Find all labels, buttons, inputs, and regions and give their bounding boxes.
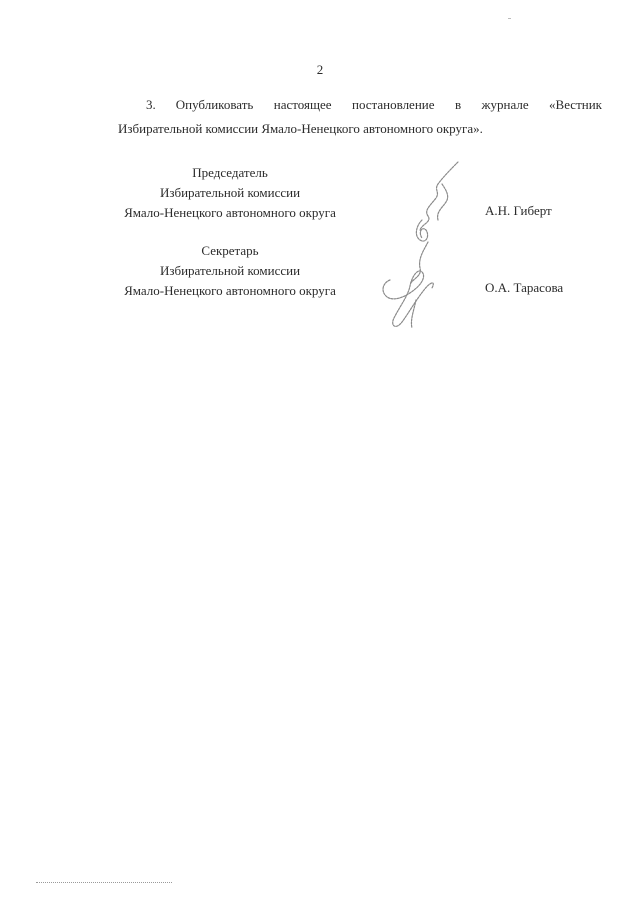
chairman-commission: Избирательной комиссии — [159, 185, 301, 200]
secretary-title-block — [80, 241, 380, 301]
chairman-title-block — [80, 163, 380, 223]
paragraph-line-1 — [118, 93, 602, 117]
resolution-paragraph — [118, 93, 602, 141]
footer-dotted-line — [36, 882, 172, 883]
chairman-title: Председатель — [192, 165, 268, 180]
paragraph-number: 3. — [146, 97, 156, 112]
scan-speck — [508, 18, 511, 19]
secretary-commission: Избирательной комиссии — [159, 263, 301, 278]
paragraph-text-line-1: Опубликовать настоящее постановление в журнале «Вестник — [175, 97, 602, 112]
secretary-name: О.А. Тарасова — [485, 280, 564, 295]
page-number: 2 — [316, 62, 324, 77]
secretary-title: Секретарь — [201, 243, 259, 258]
paragraph-text-line-2: Избирательной комиссии Ямало-Ненецкого автономного округа». — [118, 121, 483, 136]
chairman-name: А.Н. Гиберт — [485, 203, 552, 218]
handwritten-signature — [370, 150, 470, 335]
chairman-region: Ямало-Ненецкого автономного округа — [124, 205, 336, 220]
secretary-region: Ямало-Ненецкого автономного округа — [124, 283, 336, 298]
